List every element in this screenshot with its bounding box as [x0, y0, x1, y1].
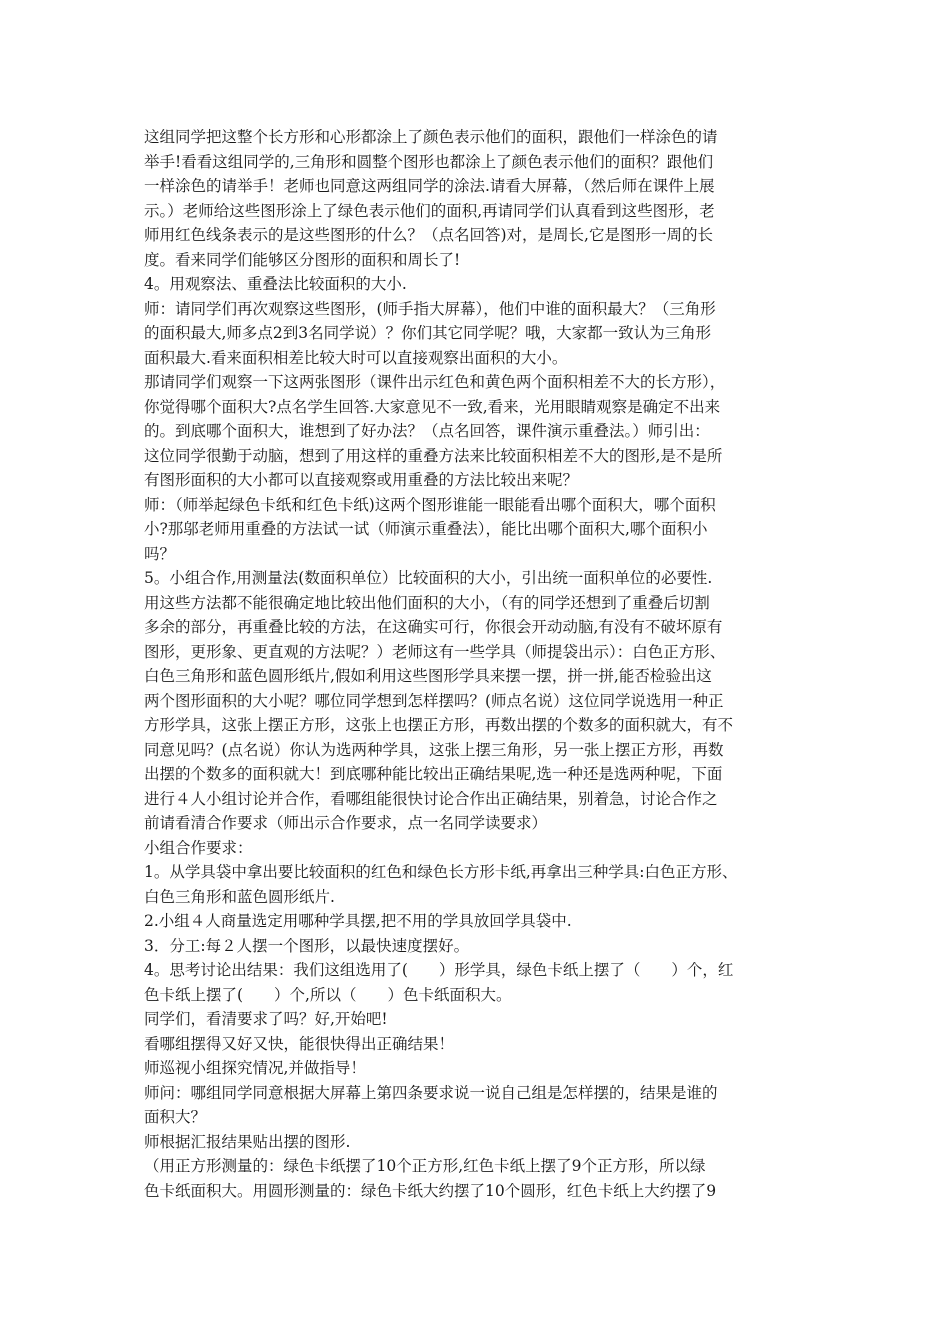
text-line: 这位同学很勤于动脑，想到了用这样的重叠方法来比较面积相差不大的图形,是不是所 — [144, 446, 723, 465]
text-line: 面积最大.看来面积相差比较大时可以直接观察出面积的大小。 — [144, 348, 568, 367]
text-line: 师用红色线条表示的是这些图形的什么？（点名回答)对，是周长,它是图形一周的长 — [144, 226, 713, 244]
text-line: 前请看清合作要求（师出示合作要求，点一名同学读要求） — [144, 814, 548, 832]
text-line: 白色三角形和蓝色圆形纸片. — [144, 887, 335, 906]
text-line: 多余的部分，再重叠比较的方法，在这确实可行，你很会开动动脑,有没有不破坏原有 — [144, 618, 723, 636]
text-line: 方形学具，这张上摆正方形，这张上也摆正方形，再数出摆的个数多的面积就大，有不 — [144, 716, 734, 734]
requirement-item-1: 1。从学具袋中拿出要比较面积的红色和绿色长方形卡纸,再拿出三种学具:白色正方形、 — [144, 863, 738, 881]
requirements-heading: 小组合作要求： — [144, 838, 253, 857]
text-line: 两个图形面积的大小呢？哪位同学想到怎样摆吗？(师点名说）这位同学说选用一种正 — [144, 691, 724, 710]
text-line: （用正方形测量的：绿色卡纸摆了10个正方形,红色卡纸上摆了9个正方形，所以绿 — [144, 1157, 706, 1175]
text-line: 的面积最大,师多点2到3名同学说）？你们其它同学呢？哦，大家都一致认为三角形 — [144, 324, 712, 342]
requirement-item-2: 2.小组４人商量选定用哪种学具摆,把不用的学具放回学具袋中. — [144, 912, 572, 930]
requirement-item-3: 3．分工:每２人摆一个图形，以最快速度摆好。 — [144, 936, 470, 955]
text-line: 面积大？ — [144, 1108, 207, 1126]
text-line: 吗？ — [144, 544, 176, 563]
text-line: 同意见吗？(点名说）你认为选两种学具，这张上摆三角形，另一张上摆正方形，再数 — [144, 740, 724, 759]
text-line: 用这些方法都不能很确定地比较出他们面积的大小，（有的同学还想到了重叠后切割 — [144, 593, 710, 612]
section-heading-4: 4。用观察法、重叠法比较面积的大小. — [144, 275, 407, 293]
document-body — [144, 125, 814, 1203]
text-line: 色卡纸上摆了( ）个,所以（ ）色卡纸面积大。 — [144, 985, 512, 1004]
text-line: 你觉得哪个面积大?点名学生回答.大家意见不一致,看来，光用眼睛观察是确定不出来 — [144, 397, 721, 416]
text-line: 的。到底哪个面积大，谁想到了好办法？（点名回答，课件演示重叠法。）师引出： — [144, 422, 710, 440]
text-line: 有图形面积的大小都可以直接观察或用重叠的方法比较出来呢？ — [144, 471, 579, 489]
text-line: 一样涂色的请举手！老师也同意这两组同学的涂法.请看大屏幕，（然后师在课件上展 — [144, 177, 715, 195]
text-line: 进行４人小组讨论并合作，看哪组能很快讨论合作出正确结果，别着急，讨论合作之 — [144, 789, 718, 808]
text-line: 图形，更形象、更直观的方法呢？）老师这有一些学具（师提袋出示）：白色正方形、 — [144, 642, 726, 661]
section-heading-5: 5。小组合作,用测量法(数面积单位）比较面积的大小，引出统一面积单位的必要性. — [144, 569, 713, 587]
text-line: 师根据汇报结果贴出摆的图形. — [144, 1132, 351, 1151]
text-line: 小?那邬老师用重叠的方法试一试（师演示重叠法），能比出哪个面积大,哪个面积小 — [144, 520, 708, 538]
text-line: 示。）老师给这些图形涂上了绿色表示他们的面积,再请同学们认真看到这些图形，老 — [144, 201, 715, 220]
text-line: 白色三角形和蓝色圆形纸片,假如利用这些图形学具来摆一摆，拼一拼,能否检验出这 — [144, 667, 712, 685]
text-line: 师：（师举起绿色卡纸和红色卡纸)这两个图形谁能一眼能看出哪个面积大，哪个面积 — [144, 495, 716, 514]
text-line: 出摆的个数多的面积就大！到底哪种能比较出正确结果呢,选一种还是选两种呢，下面 — [144, 765, 723, 783]
text-line: 师问：哪组同学同意根据大屏幕上第四条要求说一说自己组是怎样摆的，结果是谁的 — [144, 1083, 718, 1102]
text-line: 度。看来同学们能够区分图形的面积和周长了! — [144, 250, 461, 269]
text-line: 那请同学们观察一下这两张图形（课件出示红色和黄色两个面积相差不大的长方形）， — [144, 373, 726, 391]
text-line: 同学们，看清要求了吗？好,开始吧! — [144, 1010, 388, 1028]
text-line: 看哪组摆得又好又快，能很快得出正确结果！ — [144, 1034, 455, 1053]
requirement-item-4: 4。思考讨论出结果：我们这组选用了( ）形学具，绿色卡纸上摆了（ ）个，红 — [144, 961, 734, 979]
text-line: 师：请同学们再次观察这些图形，(师手指大屏幕），他们中谁的面积最大？（三角形 — [144, 299, 716, 318]
text-line: 色卡纸面积大。用圆形测量的：绿色卡纸大约摆了10个圆形，红色卡纸上大约摆了9 — [144, 1181, 717, 1200]
text-line: 这组同学把这整个长方形和心形都涂上了颜色表示他们的面积，跟他们一样涂色的请 — [144, 128, 718, 146]
text-line: 举手!看看这组同学的,三角形和圆整个图形也都涂上了颜色表示他们的面积？跟他们 — [144, 152, 714, 171]
text-line: 师巡视小组探究情况,并做指导！ — [144, 1059, 366, 1077]
